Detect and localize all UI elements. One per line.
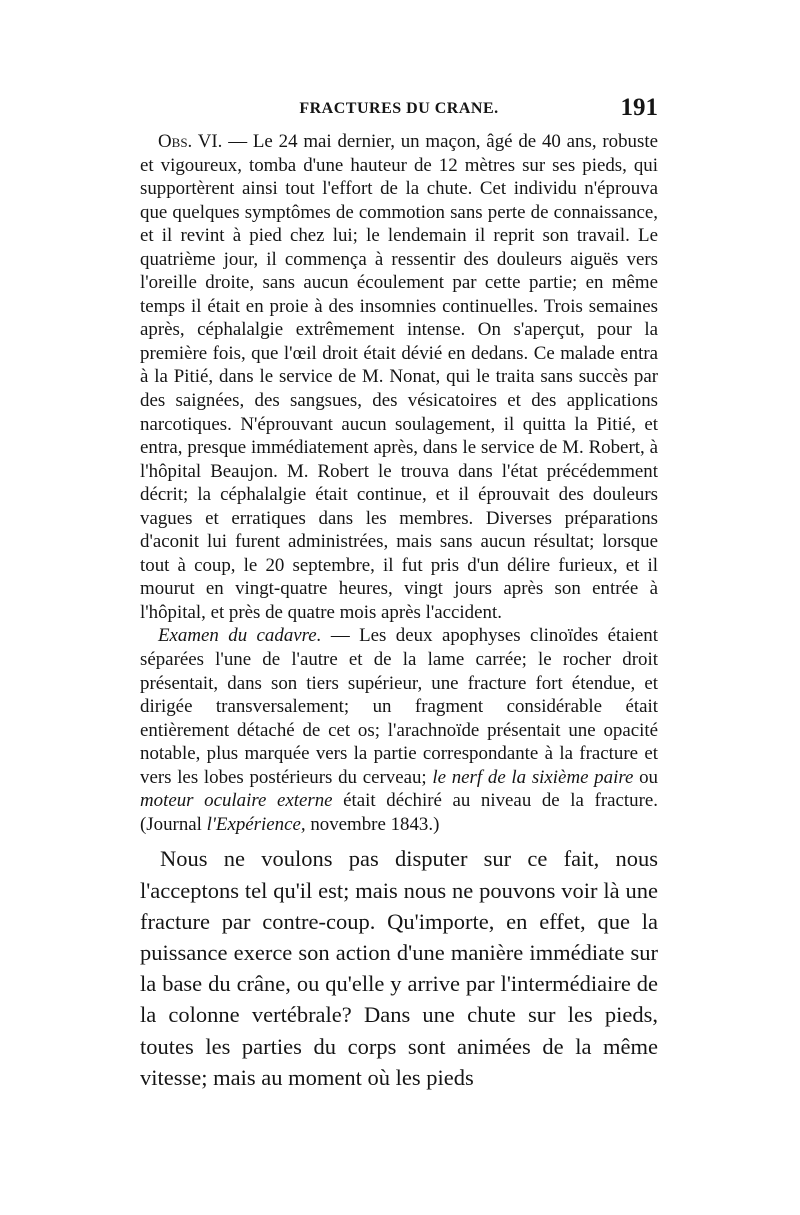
observation-text: — Le 24 mai dernier, un maçon, âgé de 40 ans, robuste et vigoureux, tomba d'une hauteur de 12 mètres sur ses pieds, qui supportèrent ainsi tout l'effort de la chute. Cet individu n'éprouva que quelques symptômes de commotion sans perte de connaissance, et il revint à pied chez lui; le lendemain il reprit son travail. Le quatrième jour, il commença à ressentir des douleurs aiguës vers l'oreille droite, sans aucun écoulement par cette partie; en même temps il était en proie à des insomnies continuelles. Trois semaines après, céphalalgie extrêmement intense. On s'aperçut, pour la première fois, que l'œil droit était dévié en dedans. Ce malade entra à la Pitié, dans le service de M. Nonat, qui le traita sans succès par des saignées, des sangsues, des vésicatoires et des applications narcotiques. N'éprouvant aucun soulagement, il quitta la Pitié, et entra, presque immédiatement après, dans le service de M. Robert, à l'hôpital Beaujon. M. Robert le trouva dans l'état précédemment décrit; la céphalalgie était continue, et il éprouvait des douleurs vagues et erratiques dans les membres. Diverses préparations d'aconit lui furent administrées, mais sans aucun résultat; lorsque tout à coup, le 20 septembre, il fut pris d'un délire furieux, et il mourut en vingt-quatre heures, vingt jours après son entrée à l'hôpital, et près de quatre mois après l'accident.	[140, 131, 658, 623]
nerve-name: le nerf de la sixième paire	[432, 766, 634, 788]
autopsy-text-2: ou	[633, 766, 658, 788]
autopsy-text-1: — Les deux apophyses clinoïdes étaient séparées l'une de l'autre et de la lame carrée; le rocher droit présentait, dans son tiers supérieur, une fracture fort étendue, et dirigée transversalement; un fragment considérable était entièrement détaché de cet os; l'arachnoïde présentait une opacité notable, plus marquée vers la partie correspondante à la fracture et vers les lobes postérieurs du cerveau;	[140, 625, 659, 788]
page-header	[140, 96, 658, 130]
autopsy-text-3: était déchiré au niveau de la fracture. (Journal	[140, 790, 658, 835]
journal-title: l'Expérience,	[206, 813, 306, 835]
running-title: FRACTURES DU CRANE.	[299, 100, 499, 117]
autopsy-label: Examen du cadavre.	[158, 625, 322, 647]
autopsy-paragraph	[140, 624, 658, 836]
observation-paragraph	[140, 130, 658, 624]
main-body-paragraph: Nous ne voulons pas disputer sur ce fait, nous l'acceptons tel qu'il est; mais nous ne pouvons voir là une fracture par contre-coup. Qu'importe, en effet, que la puissance exerce son action d'une manière immédiate sur la base du crâne, ou qu'elle y arrive par l'intermédiaire de la colonne vertébrale? Dans une chute sur les pieds, toutes les parties du corps sont animées de la même vitesse; mais au moment où les pieds	[140, 846, 658, 1090]
observation-label: Obs. VI.	[158, 131, 223, 152]
page-number: 191	[620, 94, 658, 121]
book-page	[140, 96, 658, 1093]
autopsy-text-4: novembre 1843.)	[305, 813, 440, 835]
motor-nerve-name: moteur oculaire externe	[140, 790, 333, 812]
